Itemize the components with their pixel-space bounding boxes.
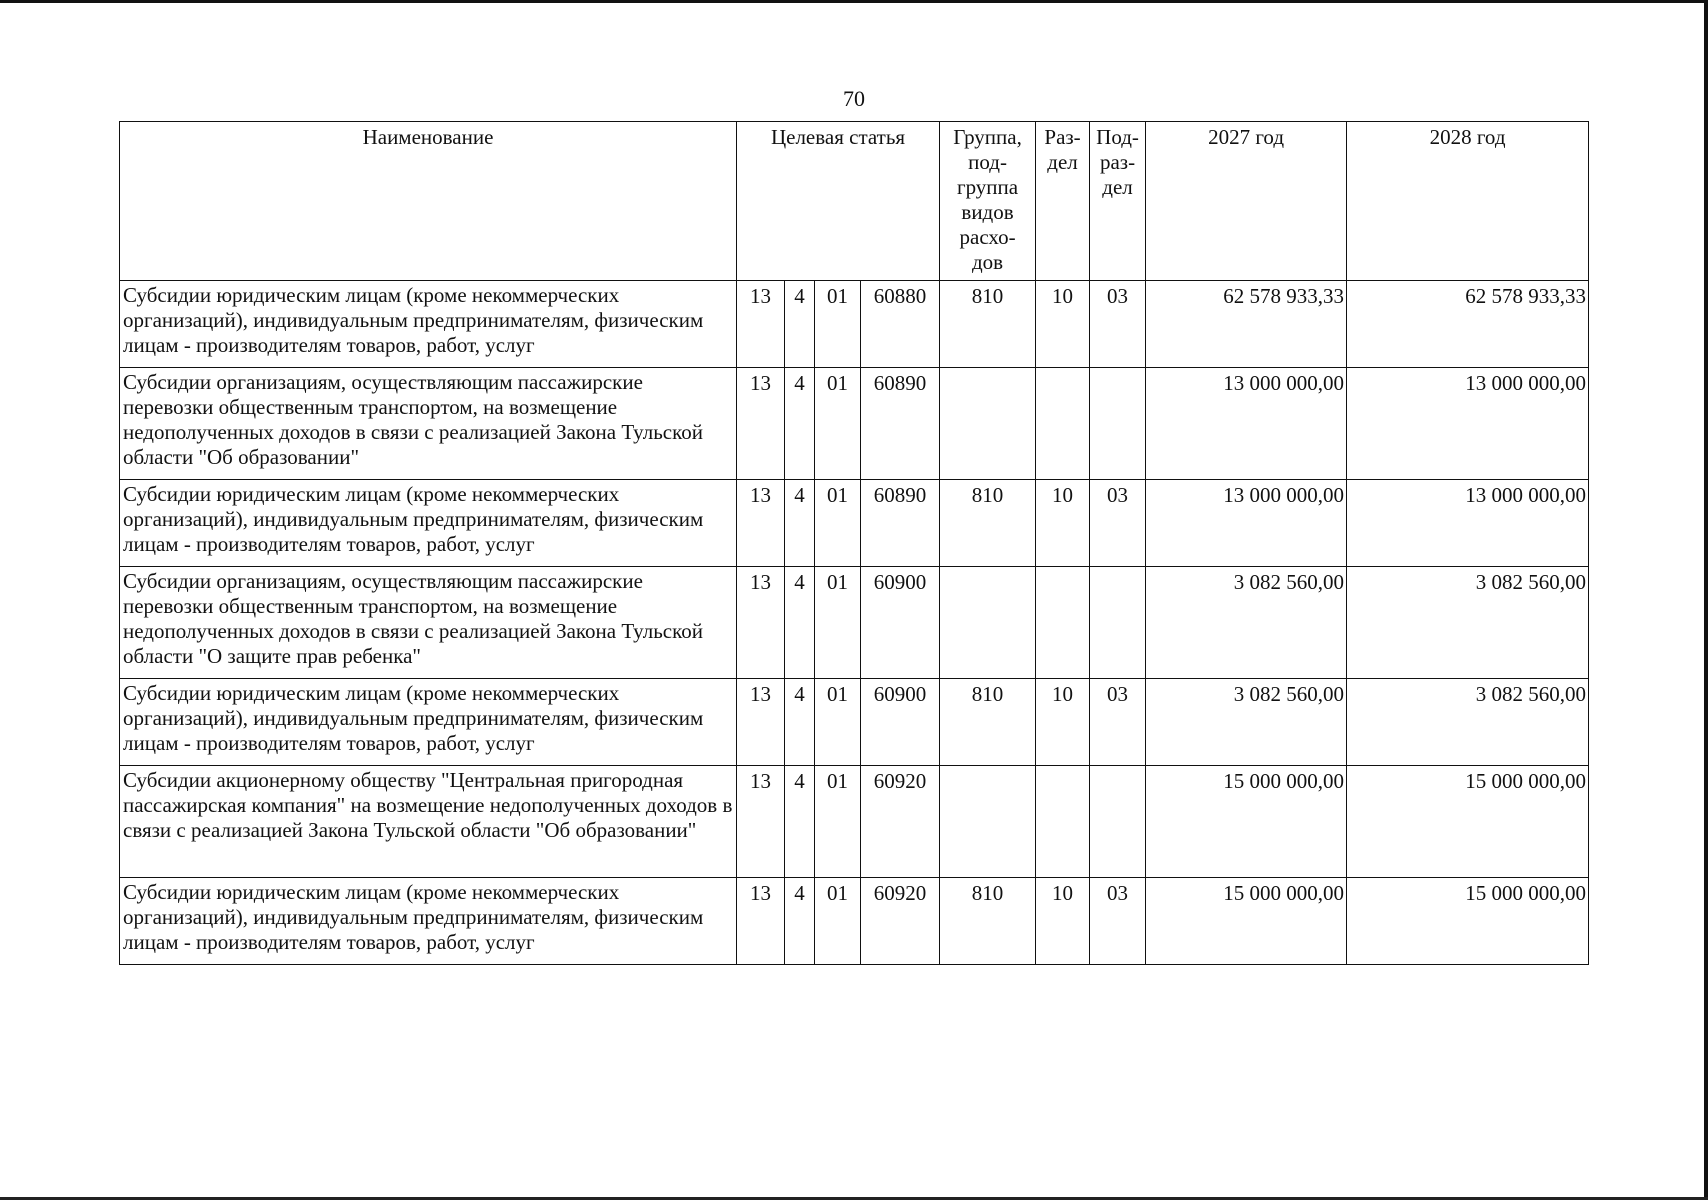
row-code-subprogram: 01 (815, 567, 861, 679)
row-amount-2028: 3 082 560,00 (1347, 679, 1589, 766)
row-code-program: 13 (737, 368, 785, 480)
header-subsection: Под- раз- дел (1090, 122, 1146, 281)
row-amount-2027: 13 000 000,00 (1146, 368, 1347, 480)
row-amount-2028: 13 000 000,00 (1347, 368, 1589, 480)
row-subsection: 03 (1090, 281, 1146, 368)
row-amount-2027: 3 082 560,00 (1146, 679, 1347, 766)
row-section (1036, 368, 1090, 480)
row-code-program: 13 (737, 567, 785, 679)
row-code-subprogram: 01 (815, 480, 861, 567)
row-code-type: 4 (785, 679, 815, 766)
table-row (120, 679, 1589, 766)
row-code-type: 4 (785, 480, 815, 567)
row-code-direction: 60920 (861, 878, 940, 965)
row-code-subprogram: 01 (815, 281, 861, 368)
row-code-subprogram: 01 (815, 679, 861, 766)
scan-border-top (0, 0, 1708, 3)
row-amount-2028: 15 000 000,00 (1347, 766, 1589, 878)
row-name: Субсидии акционерному обществу "Центральная пригородная пассажирская компания" на возмещение недополученных доходов в связи с реализацией Закона Тульской области "Об образовании" (120, 766, 737, 878)
row-subsection (1090, 766, 1146, 878)
row-code-program: 13 (737, 766, 785, 878)
row-section: 10 (1036, 679, 1090, 766)
header-name: Наименование (120, 122, 737, 281)
table-row (120, 567, 1589, 679)
row-section (1036, 567, 1090, 679)
row-name: Субсидии юридическим лицам (кроме некоммерческих организаций), индивидуальным предпринимателям, физическим лицам - производителям товаров, работ, услуг (120, 281, 737, 368)
row-section (1036, 766, 1090, 878)
row-code-subprogram: 01 (815, 766, 861, 878)
row-name: Субсидии юридическим лицам (кроме некоммерческих организаций), индивидуальным предпринимателям, физическим лицам - производителям товаров, работ, услуг (120, 679, 737, 766)
row-amount-2027: 3 082 560,00 (1146, 567, 1347, 679)
row-amount-2028: 3 082 560,00 (1347, 567, 1589, 679)
row-subsection: 03 (1090, 878, 1146, 965)
row-section: 10 (1036, 281, 1090, 368)
header-section: Раз- дел (1036, 122, 1090, 281)
row-code-direction: 60920 (861, 766, 940, 878)
row-expense-group: 810 (940, 878, 1036, 965)
row-expense-group (940, 766, 1036, 878)
row-code-direction: 60880 (861, 281, 940, 368)
row-code-direction: 60890 (861, 368, 940, 480)
row-subsection (1090, 567, 1146, 679)
table-header-row (120, 122, 1589, 281)
table-row (120, 766, 1589, 878)
row-amount-2027: 15 000 000,00 (1146, 766, 1347, 878)
table-row (120, 480, 1589, 567)
table-row (120, 368, 1589, 480)
row-code-direction: 60890 (861, 480, 940, 567)
row-code-type: 4 (785, 766, 815, 878)
row-code-direction: 60900 (861, 679, 940, 766)
scan-border-right (1704, 0, 1708, 1200)
row-expense-group: 810 (940, 679, 1036, 766)
row-name: Субсидии юридическим лицам (кроме некоммерческих организаций), индивидуальным предпринимателям, физическим лицам - производителям товаров, работ, услуг (120, 878, 737, 965)
table-row (120, 878, 1589, 965)
row-name: Субсидии организациям, осуществляющим пассажирские перевозки общественным транспортом, на возмещение недополученных доходов в связи с реализацией Закона Тульской области "О защите прав ребенка" (120, 567, 737, 679)
row-code-type: 4 (785, 567, 815, 679)
header-expense-group: Группа, под- группа видов расхо- дов (940, 122, 1036, 281)
row-code-direction: 60900 (861, 567, 940, 679)
row-expense-group: 810 (940, 480, 1036, 567)
row-expense-group: 810 (940, 281, 1036, 368)
row-code-subprogram: 01 (815, 368, 861, 480)
row-subsection: 03 (1090, 480, 1146, 567)
row-expense-group (940, 368, 1036, 480)
row-code-type: 4 (785, 281, 815, 368)
header-2027: 2027 год (1146, 122, 1347, 281)
row-code-type: 4 (785, 878, 815, 965)
header-target-article: Целевая статья (737, 122, 940, 281)
row-amount-2028: 62 578 933,33 (1347, 281, 1589, 368)
row-code-program: 13 (737, 281, 785, 368)
row-code-program: 13 (737, 878, 785, 965)
row-section: 10 (1036, 878, 1090, 965)
header-2028: 2028 год (1347, 122, 1589, 281)
row-section: 10 (1036, 480, 1090, 567)
row-name: Субсидии юридическим лицам (кроме некоммерческих организаций), индивидуальным предпринимателям, физическим лицам - производителям товаров, работ, услуг (120, 480, 737, 567)
row-code-subprogram: 01 (815, 878, 861, 965)
row-amount-2027: 15 000 000,00 (1146, 878, 1347, 965)
row-code-program: 13 (737, 679, 785, 766)
row-name: Субсидии организациям, осуществляющим пассажирские перевозки общественным транспортом, на возмещение недополученных доходов в связи с реализацией Закона Тульской области "Об образовании" (120, 368, 737, 480)
row-amount-2027: 62 578 933,33 (1146, 281, 1347, 368)
row-code-program: 13 (737, 480, 785, 567)
table-row (120, 281, 1589, 368)
row-code-type: 4 (785, 368, 815, 480)
row-amount-2027: 13 000 000,00 (1146, 480, 1347, 567)
page-number: 70 (843, 86, 865, 111)
row-subsection (1090, 368, 1146, 480)
budget-table (119, 121, 1589, 965)
row-amount-2028: 15 000 000,00 (1347, 878, 1589, 965)
row-subsection: 03 (1090, 679, 1146, 766)
row-expense-group (940, 567, 1036, 679)
row-amount-2028: 13 000 000,00 (1347, 480, 1589, 567)
